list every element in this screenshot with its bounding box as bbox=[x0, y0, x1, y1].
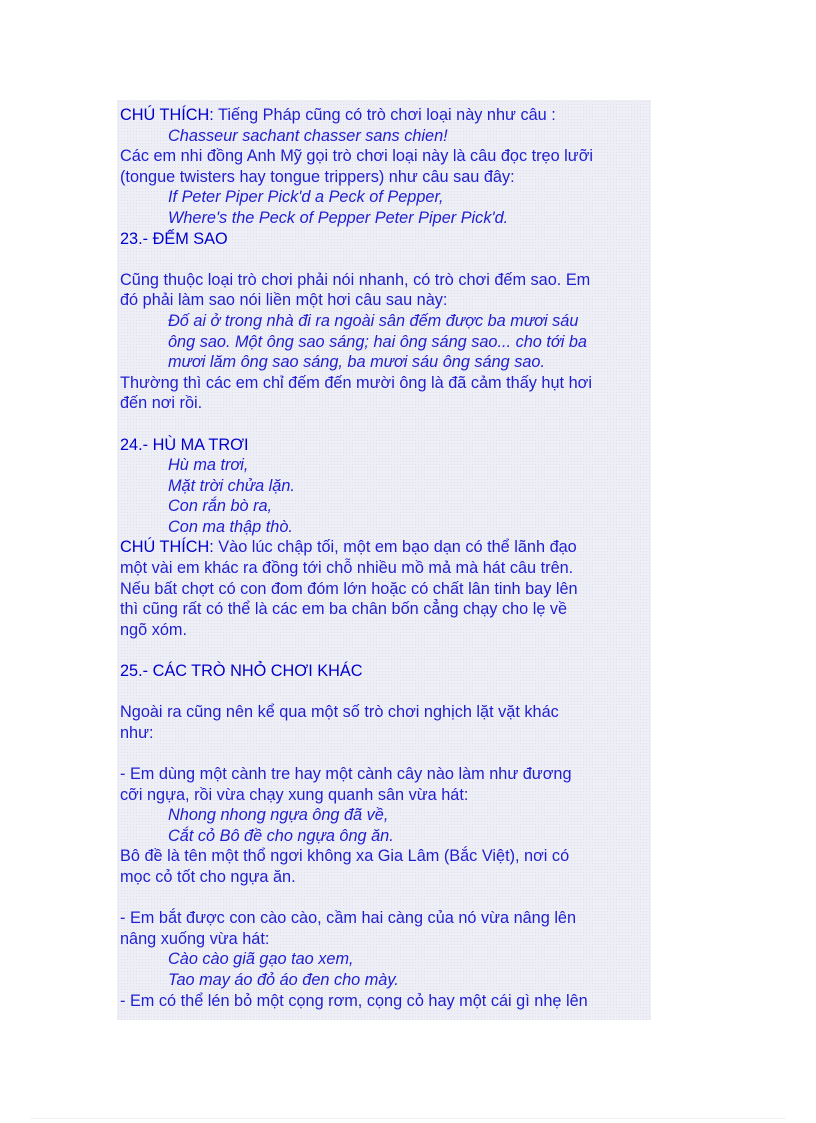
section-heading: 24.- HÙ MA TRƠI bbox=[120, 435, 249, 454]
text-line: Các em nhi đồng Anh Mỹ gọi trò chơi loại này là câu đọc trẹo lưỡi bbox=[120, 147, 593, 166]
section-heading: 23.- ĐẾM SAO bbox=[120, 229, 228, 248]
blank-line bbox=[120, 743, 650, 764]
text-line: - Em có thể lén bỏ một cọng rơm, cọng cỏ hay một cái gì nhẹ lên bbox=[120, 991, 588, 1010]
text-line: - Em bắt được con cào cào, cầm hai càng của nó vừa nâng lên bbox=[120, 909, 577, 928]
text-line: Nếu bất chợt có con đom đóm lớn hoặc có chất lân tinh bay lên bbox=[120, 579, 578, 598]
text-line: cỡi ngựa, rồi vừa chạy xung quanh sân vừa hát: bbox=[120, 785, 469, 804]
text-line: một vài em khác ra đồng tới chỗ nhiều mồ mả mà hát câu trên. bbox=[120, 559, 574, 578]
text-line: (tongue twisters hay tongue trippers) như câu sau đây: bbox=[120, 167, 515, 186]
text-line: thì cũng rất có thể là các em ba chân bốn cẳng chạy cho lẹ về bbox=[120, 600, 568, 619]
note-line bbox=[120, 105, 650, 126]
verse-line: Tao may áo đỏ áo đen cho mày. bbox=[168, 970, 399, 989]
verse-line: Where's the Peck of Pepper Peter Piper Pick'd. bbox=[168, 208, 509, 227]
verse-line: If Peter Piper Pick'd a Peck of Pepper, bbox=[168, 188, 444, 207]
section-heading: 25.- CÁC TRÒ NHỎ CHƠI KHÁC bbox=[120, 662, 363, 681]
verse-line: mươi lăm ông sao sáng, ba mươi sáu ông sáng sao. bbox=[168, 353, 545, 372]
verse-line: ông sao. Một ông sao sáng; hai ông sáng sao... cho tới ba bbox=[168, 332, 587, 351]
verse-line: Mặt trời chửa lặn. bbox=[168, 476, 295, 495]
text-line: Thường thì các em chỉ đếm đến mười ông là đã cảm thấy hụt hơi bbox=[120, 373, 592, 392]
blank-line bbox=[120, 888, 650, 909]
document-body bbox=[120, 105, 650, 1011]
page-footer-line bbox=[30, 1118, 786, 1119]
note-line bbox=[120, 537, 650, 558]
verse-line: Con ma thập thò. bbox=[168, 517, 293, 536]
note-label: CHÚ THÍCH: bbox=[120, 538, 214, 557]
text-line: đó phải làm sao nói liền một hơi câu sau này: bbox=[120, 291, 448, 310]
verse-line: Nhong nhong ngựa ông đã về, bbox=[168, 806, 389, 825]
text-line: nâng xuống vừa hát: bbox=[120, 929, 270, 948]
note-label: CHÚ THÍCH: bbox=[120, 106, 214, 124]
verse-line: Chasseur sachant chasser sans chien! bbox=[168, 126, 448, 145]
text-line: ngõ xóm. bbox=[120, 620, 187, 639]
note-text: Tiếng Pháp cũng có trò chơi loại này như câu : bbox=[213, 106, 556, 124]
note-text: Vào lúc chập tối, một em bạo dạn có thể lãnh đạo bbox=[213, 538, 577, 557]
text-line: - Em dùng một cành tre hay một cành cây nào làm như đương bbox=[120, 765, 572, 783]
text-line: Cũng thuộc loại trò chơi phải nói nhanh, có trò chơi đếm sao. Em bbox=[120, 270, 591, 289]
blank-line bbox=[120, 640, 650, 661]
verse-line: Cắt cỏ Bô đề cho ngựa ông ăn. bbox=[168, 826, 394, 845]
text-line: mọc cỏ tốt cho ngựa ăn. bbox=[120, 867, 296, 886]
blank-line bbox=[120, 414, 650, 435]
text-line: đến nơi rồi. bbox=[120, 394, 203, 413]
text-line: Bô đề là tên một thổ ngơi không xa Gia Lâm (Bắc Việt), nơi có bbox=[120, 847, 570, 866]
text-line: như: bbox=[120, 723, 154, 742]
text-line: Ngoài ra cũng nên kể qua một số trò chơi nghịch lặt vặt khác bbox=[120, 703, 559, 722]
verse-line: Hù ma trơi, bbox=[168, 456, 249, 475]
verse-line: Con rắn bò ra, bbox=[168, 497, 273, 516]
blank-line bbox=[120, 249, 650, 270]
verse-line: Đố ai ở trong nhà đi ra ngoài sân đếm được ba mươi sáu bbox=[168, 311, 579, 330]
verse-line: Cào cào giã gạo tao xem, bbox=[168, 950, 354, 969]
blank-line bbox=[120, 682, 650, 703]
